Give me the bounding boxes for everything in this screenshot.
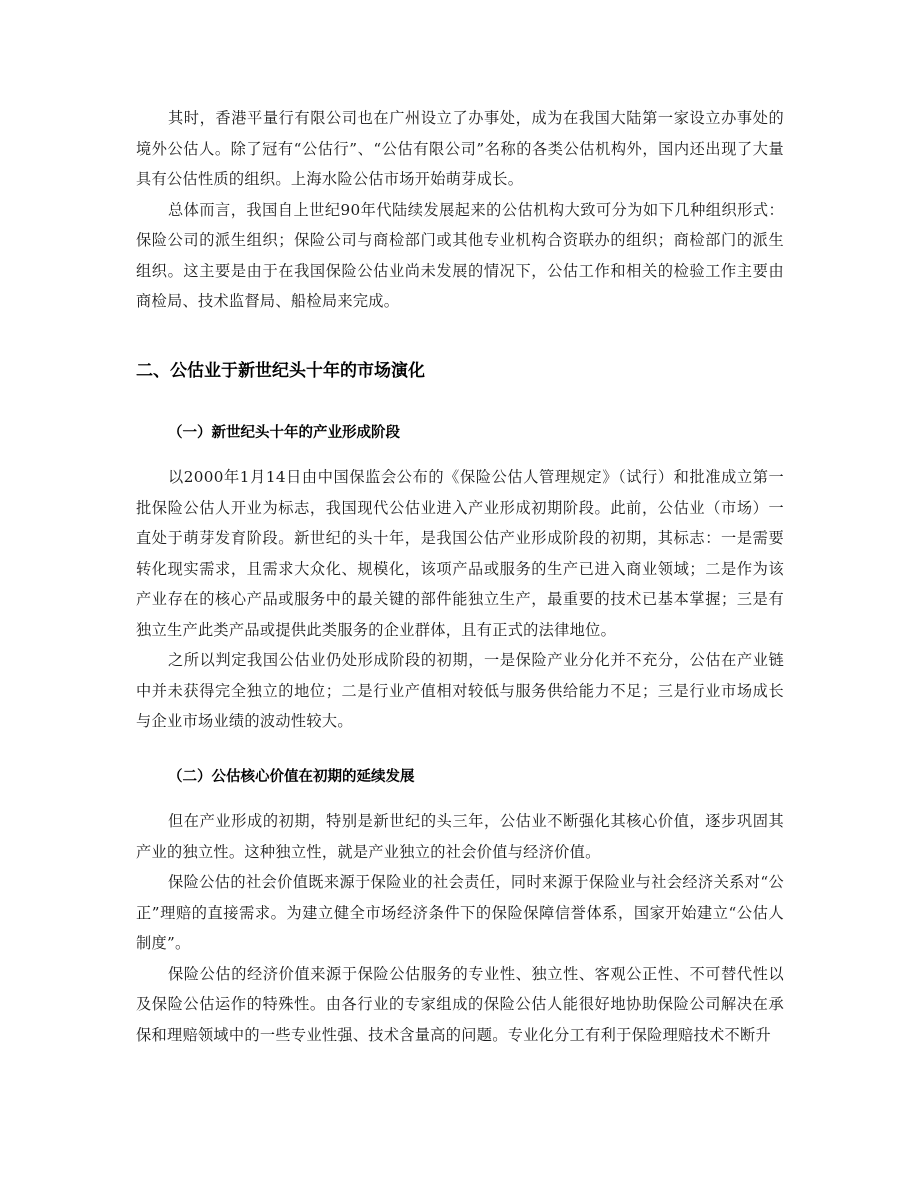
intro-paragraph-1: 其时，香港平量行有限公司也在广州设立了办事处，成为在我国大陆第一家设立办事处的境外公估人。除了冠有“公估行”、“公估有限公司”名称的各类公估机构外，国内还出现了大量具有公估性质的组织。上海水险公估市场开始萌芽成长。 xyxy=(136,109,784,188)
subsection-1-body xyxy=(136,462,784,737)
section-heading-2: 二、公估业于新世纪头十年的市场演化 xyxy=(136,361,425,381)
sub1-paragraph-1: 以2000年1月14日由中国保监会公布的《保险公估人管理规定》（试行）和批准成立第一批保险公估人开业为标志，我国现代公估业进入产业形成初期阶段。此前，公估业（市场）一直处于萌芽发育阶段。新世纪的头十年，是我国公估产业形成阶段的初期，其标志：一是需要转化现实需求，且需求大众化、规模化，该项产品或服务的生产已进入商业领域；二是作为该产业存在的核心产品或服务中的最关键的部件能独立生产，最重要的技术已基本掌握；三是有独立生产此类产品或提供此类服务的企业群体，且有正式的法律地位。 xyxy=(136,468,784,639)
subsection-heading-1: （一）新世纪头十年的产业形成阶段 xyxy=(168,425,400,441)
sub1-paragraph-2: 之所以判定我国公估业仍处形成阶段的初期，一是保险产业分化并不充分，公估在产业链中并未获得完全独立的地位；二是行业产值相对较低与服务供给能力不足；三是行业市场成长与企业市场业绩的波动性较大。 xyxy=(136,651,784,730)
subsection-heading-2: （二）公估核心价值在初期的延续发展 xyxy=(168,769,415,785)
subsection-2-body xyxy=(136,806,784,1050)
sub2-paragraph-2: 保险公估的社会价值既来源于保险业的社会责任，同时来源于保险业与社会经济关系对“公正”理赔的直接需求。为建立健全市场经济条件下的保险保障信誉体系，国家开始建立“公估人制度”。 xyxy=(136,873,784,952)
sub2-paragraph-3: 保险公估的经济价值来源于保险公估服务的专业性、独立性、客观公正性、不可替代性以及保险公估运作的特殊性。由各行业的专家组成的保险公估人能很好地协助保险公司解决在承保和理赔领域中的一些专业性强、技术含量高的问题。专业化分工有利于保险理赔技术不断升 xyxy=(136,964,784,1044)
intro-section xyxy=(136,103,784,317)
intro-paragraph-2: 总体而言，我国自上世纪90年代陆续发展起来的公估机构大致可分为如下几种组织形式：保险公司的派生组织；保险公司与商检部门或其他专业机构合资联办的组织；商检部门的派生组织。这主要是由于在我国保险公估业尚未发展的情况下，公估工作和相关的检验工作主要由商检局、技术监督局、船检局来完成。 xyxy=(136,200,784,310)
sub2-paragraph-1: 但在产业形成的初期，特别是新世纪的头三年，公估业不断强化其核心价值，逐步巩固其产业的独立性。这种独立性，就是产业独立的社会价值与经济价值。 xyxy=(136,812,784,861)
